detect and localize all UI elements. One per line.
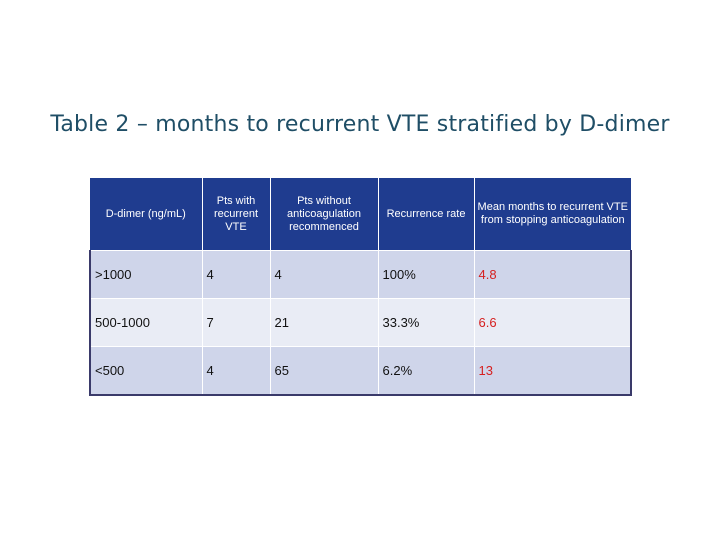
header-pts-recurrent: Pts with recurrent VTE — [202, 178, 270, 251]
cell-d-dimer: >1000 — [90, 251, 202, 299]
cell-mean-months: 4.8 — [474, 251, 631, 299]
header-d-dimer: D-dimer (ng/mL) — [90, 178, 202, 251]
cell-recurrence-rate: 100% — [378, 251, 474, 299]
cell-mean-months: 13 — [474, 347, 631, 396]
slide-title: Table 2 – months to recurrent VTE stratified by D-dimer — [50, 112, 670, 137]
cell-pts-without-anticoagulation: 21 — [270, 299, 378, 347]
cell-pts-without-anticoagulation: 4 — [270, 251, 378, 299]
table-row — [90, 347, 631, 396]
table-row — [90, 299, 631, 347]
d-dimer-table — [89, 178, 632, 396]
cell-pts-without-anticoagulation: 65 — [270, 347, 378, 396]
cell-d-dimer: 500-1000 — [90, 299, 202, 347]
header-pts-without-anticoagulation: Pts without anticoagulation recommenced — [270, 178, 378, 251]
cell-mean-months: 6.6 — [474, 299, 631, 347]
table-header-row — [90, 178, 631, 251]
table-row — [90, 251, 631, 299]
header-mean-months: Mean months to recurrent VTE from stopping anticoagulation — [474, 178, 631, 251]
cell-d-dimer: <500 — [90, 347, 202, 396]
cell-pts-recurrent: 4 — [202, 251, 270, 299]
cell-recurrence-rate: 33.3% — [378, 299, 474, 347]
cell-recurrence-rate: 6.2% — [378, 347, 474, 396]
cell-pts-recurrent: 7 — [202, 299, 270, 347]
cell-pts-recurrent: 4 — [202, 347, 270, 396]
header-recurrence-rate: Recurrence rate — [378, 178, 474, 251]
